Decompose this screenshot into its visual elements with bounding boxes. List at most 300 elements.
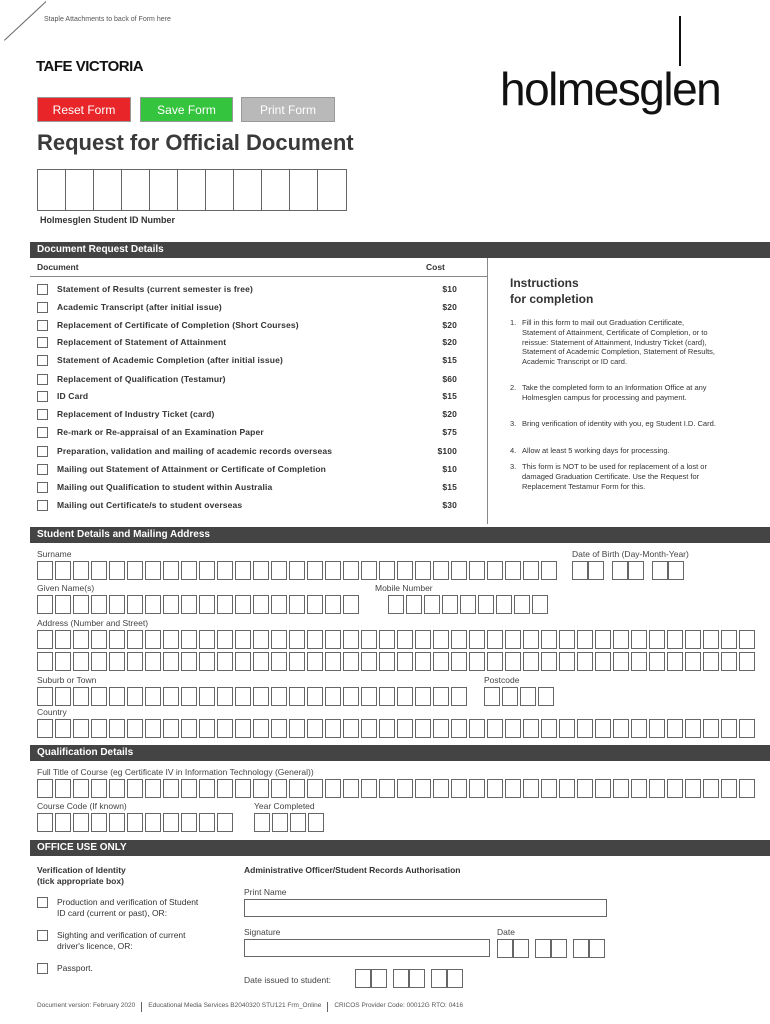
char-box[interactable]: [127, 719, 143, 738]
document-option-checkbox[interactable]: [37, 302, 48, 313]
char-box[interactable]: [91, 630, 107, 649]
char-box[interactable]: [361, 779, 377, 798]
verify-passport-option[interactable]: [37, 963, 93, 974]
char-box[interactable]: [91, 779, 107, 798]
char-box[interactable]: [109, 687, 125, 706]
char-box[interactable]: [361, 652, 377, 671]
date-issued-input[interactable]: [355, 969, 463, 988]
document-option-checkbox[interactable]: [37, 409, 48, 420]
char-box[interactable]: [163, 779, 179, 798]
char-box[interactable]: [325, 561, 341, 580]
document-option-checkbox[interactable]: [37, 500, 48, 511]
id-digit-box[interactable]: [290, 170, 318, 210]
id-digit-box[interactable]: [206, 170, 234, 210]
char-box[interactable]: [343, 630, 359, 649]
document-option-checkbox[interactable]: [37, 374, 48, 385]
char-box[interactable]: [91, 652, 107, 671]
country-input[interactable]: [37, 719, 755, 738]
char-box[interactable]: [55, 813, 71, 832]
char-box[interactable]: [559, 719, 575, 738]
char-box[interactable]: [487, 652, 503, 671]
char-box[interactable]: [379, 779, 395, 798]
char-box[interactable]: [307, 719, 323, 738]
char-box[interactable]: [487, 630, 503, 649]
char-box[interactable]: [163, 813, 179, 832]
char-box[interactable]: [739, 719, 755, 738]
id-digit-box[interactable]: [66, 170, 94, 210]
char-box[interactable]: [307, 630, 323, 649]
char-box[interactable]: [199, 652, 215, 671]
dob-day-box[interactable]: [588, 561, 604, 580]
char-box[interactable]: [235, 687, 251, 706]
char-box[interactable]: [55, 719, 71, 738]
char-box[interactable]: [289, 630, 305, 649]
suburb-input[interactable]: [37, 687, 467, 706]
char-box[interactable]: [397, 719, 413, 738]
char-box[interactable]: [523, 652, 539, 671]
document-option-checkbox[interactable]: [37, 427, 48, 438]
char-box[interactable]: [595, 719, 611, 738]
char-box[interactable]: [253, 595, 269, 614]
char-box[interactable]: [433, 652, 449, 671]
char-box[interactable]: [217, 561, 233, 580]
char-box[interactable]: [397, 687, 413, 706]
date-box[interactable]: [551, 939, 567, 958]
char-box[interactable]: [199, 813, 215, 832]
save-form-button[interactable]: Save Form: [140, 97, 233, 122]
char-box[interactable]: [343, 561, 359, 580]
course-title-input[interactable]: [37, 779, 755, 798]
char-box[interactable]: [613, 719, 629, 738]
document-option-row[interactable]: [37, 352, 457, 368]
char-box[interactable]: [379, 630, 395, 649]
char-box[interactable]: [325, 719, 341, 738]
char-box[interactable]: [541, 719, 557, 738]
char-box[interactable]: [37, 687, 53, 706]
char-box[interactable]: [739, 779, 755, 798]
char-box[interactable]: [685, 779, 701, 798]
char-box[interactable]: [37, 779, 53, 798]
char-box[interactable]: [487, 561, 503, 580]
char-box[interactable]: [478, 595, 494, 614]
char-box[interactable]: [361, 630, 377, 649]
id-digit-box[interactable]: [318, 170, 346, 210]
char-box[interactable]: [649, 630, 665, 649]
char-box[interactable]: [73, 779, 89, 798]
dob-year-box[interactable]: [652, 561, 668, 580]
char-box[interactable]: [127, 652, 143, 671]
char-box[interactable]: [397, 779, 413, 798]
char-box[interactable]: [721, 779, 737, 798]
char-box[interactable]: [271, 779, 287, 798]
document-option-row[interactable]: [37, 371, 457, 387]
char-box[interactable]: [505, 630, 521, 649]
char-box[interactable]: [721, 630, 737, 649]
char-box[interactable]: [199, 630, 215, 649]
char-box[interactable]: [631, 779, 647, 798]
char-box[interactable]: [217, 630, 233, 649]
char-box[interactable]: [487, 719, 503, 738]
char-box[interactable]: [181, 687, 197, 706]
char-box[interactable]: [55, 561, 71, 580]
char-box[interactable]: [703, 630, 719, 649]
char-box[interactable]: [685, 652, 701, 671]
char-box[interactable]: [109, 561, 125, 580]
document-option-checkbox[interactable]: [37, 337, 48, 348]
char-box[interactable]: [325, 687, 341, 706]
id-digit-box[interactable]: [94, 170, 122, 210]
char-box[interactable]: [325, 630, 341, 649]
char-box[interactable]: [451, 652, 467, 671]
char-box[interactable]: [145, 687, 161, 706]
char-box[interactable]: [271, 630, 287, 649]
signature-input[interactable]: [244, 939, 490, 957]
char-box[interactable]: [217, 595, 233, 614]
postcode-input[interactable]: [484, 687, 554, 706]
document-option-row[interactable]: [37, 406, 457, 422]
char-box[interactable]: [442, 595, 458, 614]
id-digit-box[interactable]: [38, 170, 66, 210]
char-box[interactable]: [451, 630, 467, 649]
char-box[interactable]: [325, 595, 341, 614]
char-box[interactable]: [55, 687, 71, 706]
char-box[interactable]: [163, 595, 179, 614]
char-box[interactable]: [289, 719, 305, 738]
char-box[interactable]: [307, 561, 323, 580]
char-box[interactable]: [73, 561, 89, 580]
char-box[interactable]: [73, 687, 89, 706]
char-box[interactable]: [415, 719, 431, 738]
document-option-checkbox[interactable]: [37, 320, 48, 331]
char-box[interactable]: [73, 652, 89, 671]
char-box[interactable]: [415, 687, 431, 706]
char-box[interactable]: [469, 779, 485, 798]
char-box[interactable]: [163, 719, 179, 738]
char-box[interactable]: [523, 561, 539, 580]
document-option-row[interactable]: [37, 317, 457, 333]
char-box[interactable]: [577, 652, 593, 671]
char-box[interactable]: [325, 779, 341, 798]
char-box[interactable]: [451, 561, 467, 580]
document-option-row[interactable]: [37, 334, 457, 350]
document-option-row[interactable]: [37, 479, 457, 495]
char-box[interactable]: [127, 813, 143, 832]
char-box[interactable]: [343, 595, 359, 614]
char-box[interactable]: [109, 813, 125, 832]
address-line2-input[interactable]: [37, 652, 755, 671]
document-option-checkbox[interactable]: [37, 391, 48, 402]
char-box[interactable]: [253, 687, 269, 706]
char-box[interactable]: [379, 687, 395, 706]
char-box[interactable]: [523, 630, 539, 649]
char-box[interactable]: [127, 561, 143, 580]
date-box[interactable]: [371, 969, 387, 988]
document-option-row[interactable]: [37, 388, 457, 404]
char-box[interactable]: [469, 630, 485, 649]
address-line1-input[interactable]: [37, 630, 755, 649]
char-box[interactable]: [127, 687, 143, 706]
dob-month-box[interactable]: [612, 561, 628, 580]
char-box[interactable]: [217, 779, 233, 798]
char-box[interactable]: [613, 630, 629, 649]
document-option-checkbox[interactable]: [37, 482, 48, 493]
char-box[interactable]: [73, 630, 89, 649]
mobile-input[interactable]: [388, 595, 548, 614]
char-box[interactable]: [163, 687, 179, 706]
char-box[interactable]: [55, 652, 71, 671]
given-names-input[interactable]: [37, 595, 359, 614]
char-box[interactable]: [91, 595, 107, 614]
char-box[interactable]: [649, 779, 665, 798]
char-box[interactable]: [109, 595, 125, 614]
char-box[interactable]: [145, 561, 161, 580]
char-box[interactable]: [469, 561, 485, 580]
char-box[interactable]: [73, 719, 89, 738]
char-box[interactable]: [289, 652, 305, 671]
id-digit-box[interactable]: [234, 170, 262, 210]
char-box[interactable]: [109, 652, 125, 671]
char-box[interactable]: [415, 561, 431, 580]
char-box[interactable]: [523, 779, 539, 798]
char-box[interactable]: [667, 719, 683, 738]
char-box[interactable]: [307, 779, 323, 798]
char-box[interactable]: [577, 630, 593, 649]
char-box[interactable]: [37, 652, 53, 671]
char-box[interactable]: [127, 595, 143, 614]
char-box[interactable]: [469, 652, 485, 671]
surname-input[interactable]: [37, 561, 557, 580]
char-box[interactable]: [109, 779, 125, 798]
char-box[interactable]: [91, 813, 107, 832]
dob-year-box[interactable]: [668, 561, 684, 580]
char-box[interactable]: [388, 595, 404, 614]
char-box[interactable]: [667, 779, 683, 798]
char-box[interactable]: [532, 595, 548, 614]
char-box[interactable]: [290, 813, 306, 832]
char-box[interactable]: [505, 561, 521, 580]
char-box[interactable]: [307, 595, 323, 614]
document-option-checkbox[interactable]: [37, 464, 48, 475]
document-option-row[interactable]: [37, 424, 457, 440]
char-box[interactable]: [379, 652, 395, 671]
char-box[interactable]: [235, 630, 251, 649]
char-box[interactable]: [91, 687, 107, 706]
char-box[interactable]: [739, 630, 755, 649]
char-box[interactable]: [685, 630, 701, 649]
char-box[interactable]: [361, 687, 377, 706]
student-id-input[interactable]: [37, 169, 347, 211]
dob-month-box[interactable]: [628, 561, 644, 580]
char-box[interactable]: [145, 779, 161, 798]
char-box[interactable]: [559, 652, 575, 671]
char-box[interactable]: [253, 630, 269, 649]
year-completed-input[interactable]: [254, 813, 324, 832]
char-box[interactable]: [73, 595, 89, 614]
char-box[interactable]: [253, 719, 269, 738]
verify-student-id-option[interactable]: [37, 897, 198, 919]
date-box[interactable]: [447, 969, 463, 988]
id-digit-box[interactable]: [178, 170, 206, 210]
char-box[interactable]: [433, 687, 449, 706]
char-box[interactable]: [343, 652, 359, 671]
char-box[interactable]: [199, 779, 215, 798]
char-box[interactable]: [145, 652, 161, 671]
char-box[interactable]: [433, 719, 449, 738]
char-box[interactable]: [451, 687, 467, 706]
char-box[interactable]: [721, 652, 737, 671]
char-box[interactable]: [343, 687, 359, 706]
document-option-row[interactable]: [37, 281, 457, 297]
char-box[interactable]: [163, 630, 179, 649]
char-box[interactable]: [163, 652, 179, 671]
id-digit-box[interactable]: [262, 170, 290, 210]
char-box[interactable]: [91, 561, 107, 580]
char-box[interactable]: [397, 630, 413, 649]
char-box[interactable]: [361, 561, 377, 580]
char-box[interactable]: [271, 687, 287, 706]
char-box[interactable]: [703, 652, 719, 671]
char-box[interactable]: [325, 652, 341, 671]
char-box[interactable]: [415, 630, 431, 649]
char-box[interactable]: [451, 779, 467, 798]
char-box[interactable]: [595, 652, 611, 671]
char-box[interactable]: [631, 630, 647, 649]
char-box[interactable]: [145, 813, 161, 832]
char-box[interactable]: [667, 630, 683, 649]
char-box[interactable]: [145, 719, 161, 738]
char-box[interactable]: [253, 652, 269, 671]
char-box[interactable]: [199, 595, 215, 614]
char-box[interactable]: [289, 687, 305, 706]
char-box[interactable]: [595, 630, 611, 649]
char-box[interactable]: [406, 595, 422, 614]
char-box[interactable]: [415, 779, 431, 798]
char-box[interactable]: [307, 652, 323, 671]
char-box[interactable]: [685, 719, 701, 738]
char-box[interactable]: [253, 779, 269, 798]
course-code-input[interactable]: [37, 813, 233, 832]
char-box[interactable]: [55, 779, 71, 798]
char-box[interactable]: [271, 561, 287, 580]
char-box[interactable]: [289, 779, 305, 798]
document-option-row[interactable]: [37, 299, 457, 315]
char-box[interactable]: [433, 561, 449, 580]
char-box[interactable]: [703, 779, 719, 798]
char-box[interactable]: [235, 561, 251, 580]
document-option-checkbox[interactable]: [37, 284, 48, 295]
char-box[interactable]: [343, 719, 359, 738]
char-box[interactable]: [217, 687, 233, 706]
char-box[interactable]: [577, 719, 593, 738]
char-box[interactable]: [541, 561, 557, 580]
char-box[interactable]: [496, 595, 512, 614]
char-box[interactable]: [181, 595, 197, 614]
char-box[interactable]: [523, 719, 539, 738]
char-box[interactable]: [199, 561, 215, 580]
document-option-row[interactable]: [37, 497, 457, 513]
char-box[interactable]: [343, 779, 359, 798]
char-box[interactable]: [541, 779, 557, 798]
char-box[interactable]: [415, 652, 431, 671]
date-box[interactable]: [355, 969, 371, 988]
verify-passport-checkbox[interactable]: [37, 963, 48, 974]
char-box[interactable]: [73, 813, 89, 832]
char-box[interactable]: [181, 779, 197, 798]
print-form-button[interactable]: Print Form: [241, 97, 335, 122]
char-box[interactable]: [181, 719, 197, 738]
date-box[interactable]: [573, 939, 589, 958]
char-box[interactable]: [631, 652, 647, 671]
char-box[interactable]: [433, 779, 449, 798]
document-option-row[interactable]: [37, 461, 457, 477]
char-box[interactable]: [484, 687, 500, 706]
char-box[interactable]: [307, 687, 323, 706]
char-box[interactable]: [289, 595, 305, 614]
char-box[interactable]: [739, 652, 755, 671]
char-box[interactable]: [631, 719, 647, 738]
char-box[interactable]: [181, 630, 197, 649]
id-digit-box[interactable]: [150, 170, 178, 210]
char-box[interactable]: [109, 630, 125, 649]
char-box[interactable]: [469, 719, 485, 738]
char-box[interactable]: [308, 813, 324, 832]
char-box[interactable]: [379, 719, 395, 738]
char-box[interactable]: [37, 813, 53, 832]
char-box[interactable]: [199, 719, 215, 738]
char-box[interactable]: [721, 719, 737, 738]
dob-input[interactable]: [572, 561, 684, 580]
char-box[interactable]: [254, 813, 270, 832]
dob-day-box[interactable]: [572, 561, 588, 580]
char-box[interactable]: [235, 719, 251, 738]
char-box[interactable]: [37, 719, 53, 738]
char-box[interactable]: [271, 652, 287, 671]
char-box[interactable]: [55, 630, 71, 649]
char-box[interactable]: [613, 779, 629, 798]
char-box[interactable]: [460, 595, 476, 614]
date-box[interactable]: [409, 969, 425, 988]
id-digit-box[interactable]: [122, 170, 150, 210]
char-box[interactable]: [127, 630, 143, 649]
char-box[interactable]: [127, 779, 143, 798]
char-box[interactable]: [145, 595, 161, 614]
char-box[interactable]: [145, 630, 161, 649]
char-box[interactable]: [433, 630, 449, 649]
char-box[interactable]: [397, 652, 413, 671]
char-box[interactable]: [649, 719, 665, 738]
char-box[interactable]: [577, 779, 593, 798]
char-box[interactable]: [235, 595, 251, 614]
char-box[interactable]: [271, 719, 287, 738]
char-box[interactable]: [289, 561, 305, 580]
char-box[interactable]: [514, 595, 530, 614]
char-box[interactable]: [181, 652, 197, 671]
verify-licence-checkbox[interactable]: [37, 930, 48, 941]
char-box[interactable]: [181, 561, 197, 580]
char-box[interactable]: [541, 630, 557, 649]
auth-date-input[interactable]: [497, 939, 605, 958]
date-box[interactable]: [535, 939, 551, 958]
char-box[interactable]: [541, 652, 557, 671]
char-box[interactable]: [271, 595, 287, 614]
char-box[interactable]: [91, 719, 107, 738]
char-box[interactable]: [163, 561, 179, 580]
date-box[interactable]: [589, 939, 605, 958]
char-box[interactable]: [703, 719, 719, 738]
char-box[interactable]: [538, 687, 554, 706]
char-box[interactable]: [667, 652, 683, 671]
char-box[interactable]: [361, 719, 377, 738]
